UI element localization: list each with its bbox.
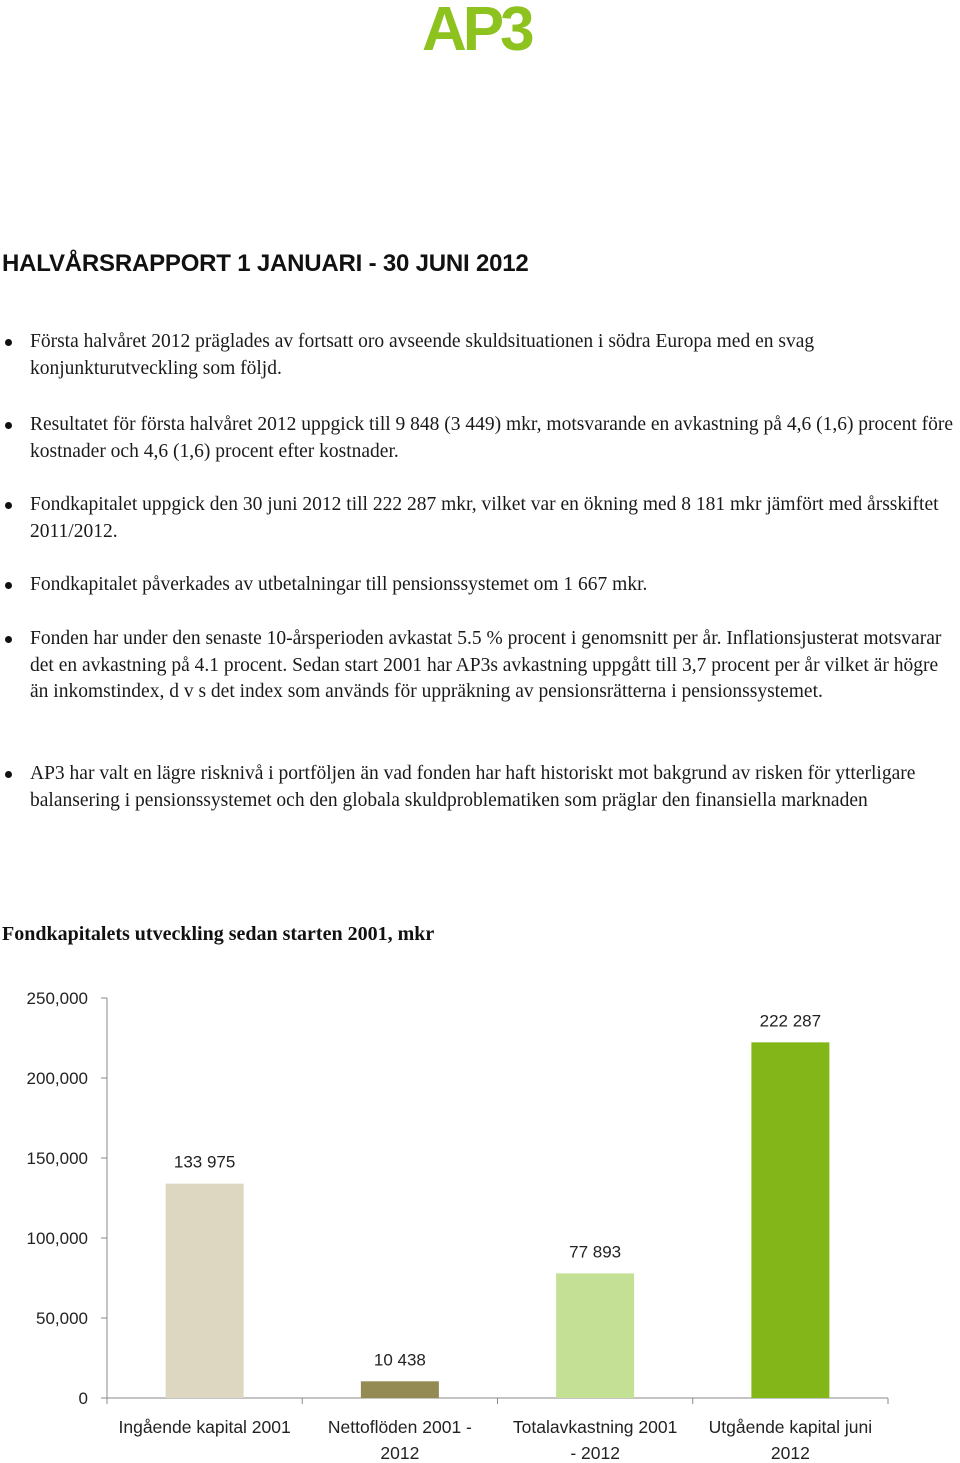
x-tick-label: 2012 — [380, 1443, 420, 1463]
x-tick-label: Ingående kapital 2001 — [118, 1417, 291, 1437]
bullet-item: AP3 har valt en lägre risknivå i portföljen än vad fonden har haft historiskt mot bakgrund av risken för ytterligare balansering i pensionssystemet och den globala skuldproblematiken som präglar den finansiella marknaden — [30, 761, 960, 814]
x-tick-label: 2012 — [770, 1443, 810, 1463]
y-tick-label: 100,000 — [26, 1229, 88, 1248]
report-title: HALVÅRSRAPPORT 1 JANUARI - 30 JUNI 2012 — [2, 250, 529, 277]
x-tick-label: - 2012 — [570, 1443, 620, 1463]
y-tick-label: 250,000 — [26, 989, 88, 1008]
data-label: 10 438 — [373, 1350, 426, 1370]
x-tick-label: Totalavkastning 2001 — [512, 1417, 678, 1437]
y-tick-label: 0 — [78, 1389, 88, 1408]
y-tick-label: 50,000 — [36, 1309, 88, 1328]
chart-svg — [0, 975, 960, 1463]
bullet-item: Fonden har under den senaste 10-årsperioden avkastat 5.5 % procent i genomsnitt per år. Inflationsjusterat motsvarar det en avkastning på 4.1 procent. Sedan start 2001 har AP3s avkastning uppgått till 3,7 procent per år vilket är högre än inkomstindex, d v s det index som används för uppräkning av pensionsrätterna i pensionssystemet. — [30, 626, 960, 706]
data-label: 77 893 — [569, 1242, 622, 1262]
bar — [361, 1381, 439, 1398]
data-label: 133 975 — [173, 1152, 236, 1172]
bar — [751, 1042, 829, 1398]
bar — [166, 1184, 244, 1398]
x-tick-label: Nettoflöden 2001 - — [327, 1417, 472, 1437]
bullet-item: Fondkapitalet uppgick den 30 juni 2012 till 222 287 mkr, vilket var en ökning med 8 181 mkr jämfört med årsskiftet 2011/2012. — [30, 492, 960, 545]
x-tick-label: Utgående kapital juni — [708, 1417, 873, 1437]
bullet-item: Resultatet för första halvåret 2012 uppgick till 9 848 (3 449) mkr, motsvarande en avkastning på 4,6 (1,6) procent före kostnader och 4,6 (1,6) procent efter kostnader. — [30, 412, 960, 465]
y-tick-label: 150,000 — [26, 1149, 88, 1168]
fund-capital-chart — [0, 975, 960, 1463]
ap3-logo-text: AP3 — [422, 2, 531, 54]
ap3-logo — [420, 2, 550, 54]
ap3-logo-graphic — [420, 2, 550, 54]
bullet-item: Första halvåret 2012 präglades av fortsatt oro avseende skuldsituationen i södra Europa med en svag konjunkturutveckling som följd. — [30, 329, 960, 382]
chart-title: Fondkapitalets utveckling sedan starten 2001, mkr — [2, 923, 435, 945]
bullet-item: Fondkapitalet påverkades av utbetalningar till pensionssystemet om 1 667 mkr. — [30, 572, 960, 599]
bar — [556, 1273, 634, 1398]
y-tick-label: 200,000 — [26, 1069, 88, 1088]
data-label: 222 287 — [759, 1011, 822, 1031]
